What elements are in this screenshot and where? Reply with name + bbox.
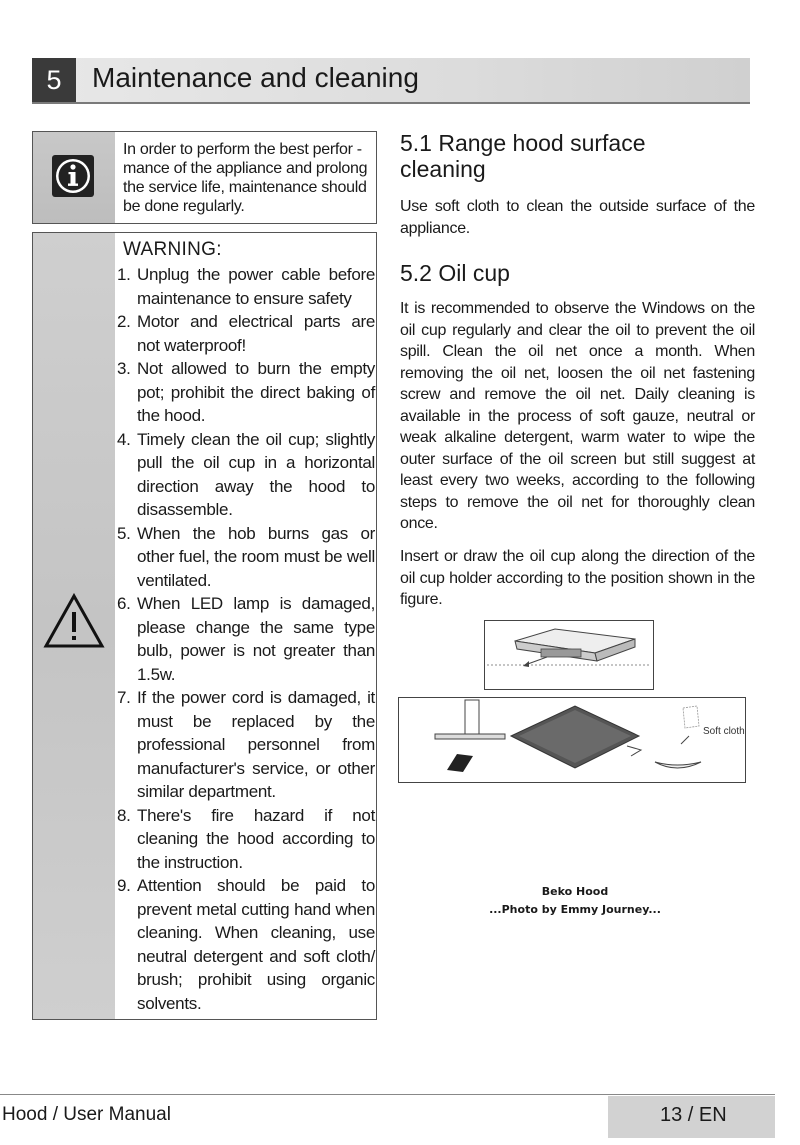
- chapter-title: Maintenance and cleaning: [92, 62, 419, 93]
- warning-item: 7. If the power cord is damaged, it must be replaced by the professional personnel from manufacturer's service, or other similar department.: [117, 688, 375, 801]
- chapter-number: 5: [32, 58, 76, 102]
- warning-item: 4. Timely clean the oil cup; slightly pull the oil cup in a horizontal direction away the hood to disassemble.: [117, 429, 375, 519]
- caption-title: Beko Hood: [541, 885, 609, 898]
- warning-triangle-icon: [43, 593, 105, 649]
- caption-credit: ...Photo by Emmy Journey...: [489, 903, 661, 916]
- chapter-header: [32, 58, 750, 104]
- warning-item: 8. There's fire hazard if not cleaning the hood according to the instruction.: [117, 805, 375, 872]
- warning-item: 6. When LED lamp is damaged, please change the same type bulb, power is not greater than 1.5w.: [117, 594, 375, 684]
- oil-net-drawing: [399, 698, 745, 782]
- warning-item: 5. When the hob burns gas or other fuel, the room must be well ventilated.: [117, 523, 375, 590]
- warning-title: WARNING:: [123, 239, 222, 260]
- warning-item: 9. Attention should be paid to prevent metal cutting hand when cleaning. When cleaning, use neutral detergent and soft cloth/ brush; prohibit using organic solvents.: [117, 876, 375, 1013]
- info-box: [32, 131, 377, 224]
- warning-item: 3. Not allowed to burn the empty pot; prohibit the direct baking of the hood.: [117, 359, 375, 425]
- info-strip: [33, 132, 115, 223]
- warning-list: [117, 263, 375, 1015]
- section-5-2-para2: Insert or draw the oil cup along the direction of the oil cup holder according to the position shown in the figure.: [400, 548, 755, 608]
- warning-box: [32, 232, 377, 1020]
- section-5-2-para1: It is recommended to observe the Windows on the oil cup regularly and clear the oil to prevent the oil spill. Clean the oil net once a month. When removing the oil net, loosen the oil net fastening screw and remove the oil net. Daily cleaning is available in the process of soft gauze, neutral or weak alkaline detergent, warm water to wipe the outer surface of the oil screen but still suggest at least every two weeks, according to the following steps to remove the oil net for thoroughly clean once.: [400, 300, 755, 532]
- warning-item: 2. Motor and electrical parts are not waterproof!: [117, 312, 375, 355]
- oil-net-cleaning-figure: [398, 697, 746, 783]
- footer-page-number: 13 / EN: [660, 1104, 727, 1126]
- footer-divider: [0, 1094, 775, 1095]
- info-icon: [51, 154, 95, 198]
- warning-item: 1. Unplug the power cable before maintenance to ensure safety: [117, 265, 375, 308]
- hood-drawing: [485, 621, 653, 689]
- section-5-1-body: Use soft cloth to clean the outside surface of the appliance.: [400, 198, 755, 237]
- info-text: In order to perform the best perfor - mance of the appliance and prolong the service life, maintenance should be done regularly.: [123, 141, 368, 215]
- soft-cloth-label: Soft cloth: [703, 726, 745, 737]
- hood-underside-figure: [484, 620, 654, 690]
- footer-manual-title: Hood / User Manual: [2, 1104, 171, 1125]
- warning-strip: [33, 233, 115, 1019]
- section-5-2-title: 5.2 Oil cup: [400, 260, 510, 286]
- section-5-1-title: 5.1 Range hood surface cleaning: [400, 130, 646, 182]
